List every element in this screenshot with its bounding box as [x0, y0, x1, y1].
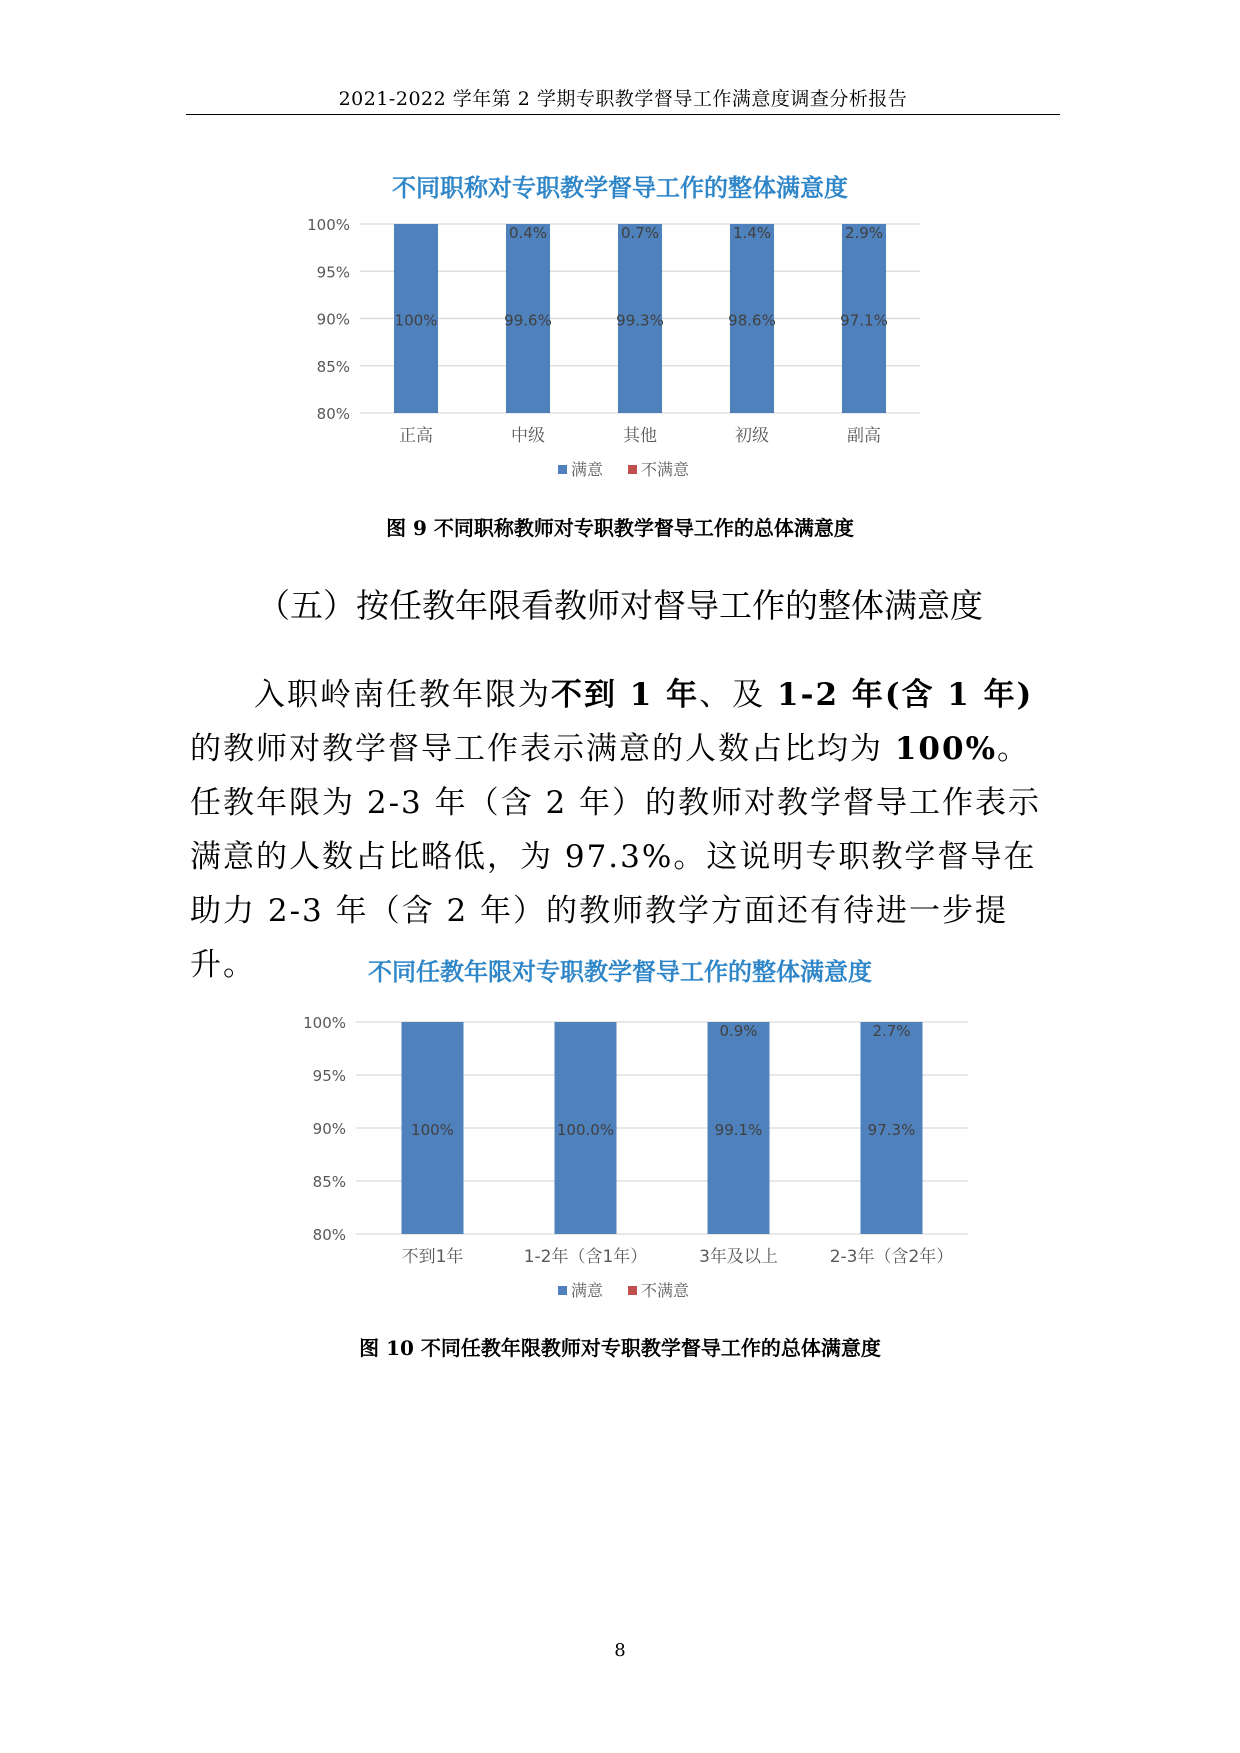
data-label: 100% — [411, 1121, 454, 1139]
y-tick-label: 100% — [303, 1014, 346, 1032]
data-label: 0.9% — [719, 1022, 758, 1040]
data-label: 98.6% — [728, 311, 776, 330]
header-rule — [186, 114, 1060, 115]
data-label: 100.0% — [556, 1121, 615, 1139]
x-tick-label: 不到1年 — [401, 1247, 464, 1267]
chart1 — [0, 200, 1240, 520]
y-tick-label: 95% — [312, 1067, 346, 1085]
legend-label: 满意 — [571, 460, 604, 479]
x-tick-label: 副高 — [847, 426, 881, 446]
chart1-title: 不同职称对专职教学督导工作的整体满意度 — [392, 174, 848, 202]
page-number: 8 — [614, 1640, 626, 1661]
paragraph-run: 。任教年限为 2-3 年（含 2 年）的教师对教学督导工作表示满意的人数占比略低，为 97.3%。这说明专职教学督导在助力 2-3 年（含 2 年）的教师教学方面还有待进一步提升。 — [190, 731, 1042, 983]
x-tick-label: 初级 — [735, 426, 769, 446]
paragraph-bold-run: 1-2 年(含 1 年) — [777, 677, 1034, 713]
figure10-caption: 图 10 不同任教年限教师对专职教学督导工作的总体满意度 — [359, 1336, 881, 1360]
y-tick-label: 85% — [312, 1173, 346, 1191]
data-label: 2.9% — [844, 224, 884, 242]
page-header: 2021-2022 学年第 2 学期专职教学督导工作满意度调查分析报告 — [338, 88, 908, 110]
paragraph-text — [190, 668, 1060, 992]
data-label: 1.4% — [732, 224, 772, 242]
x-tick-label: 其他 — [623, 426, 657, 446]
y-tick-label: 95% — [316, 263, 350, 282]
data-label: 99.1% — [714, 1121, 763, 1139]
data-label: 97.3% — [867, 1121, 916, 1139]
legend-label: 不满意 — [641, 1281, 690, 1300]
chart2-title: 不同任教年限对专职教学督导工作的整体满意度 — [368, 958, 872, 986]
y-tick-label: 80% — [312, 1226, 346, 1244]
paragraph-run: 的教师对教学督导工作表示满意的人数占比均为 — [190, 731, 895, 767]
x-tick-label: 1-2年（含1年） — [523, 1247, 648, 1267]
legend-swatch-unsatisfied — [628, 1286, 637, 1295]
paragraph-run: 、及 — [699, 677, 778, 713]
y-tick-label: 85% — [316, 357, 350, 376]
paragraph-bold-run: 不到 1 年 — [551, 677, 700, 713]
legend-label: 不满意 — [641, 460, 690, 479]
legend-label: 满意 — [571, 1281, 604, 1300]
data-label: 99.3% — [616, 311, 664, 330]
data-label: 100% — [394, 311, 438, 330]
legend-swatch-satisfied — [558, 1286, 567, 1295]
data-label: 99.6% — [504, 311, 552, 330]
y-tick-label: 80% — [316, 405, 350, 423]
chart2 — [0, 1000, 1240, 1320]
y-tick-label: 100% — [307, 216, 350, 234]
y-tick-label: 90% — [312, 1120, 346, 1138]
figure9-caption: 图 9 不同职称教师对专职教学督导工作的总体满意度 — [386, 516, 854, 540]
x-tick-label: 2-3年（含2年） — [829, 1247, 954, 1267]
y-tick-label: 90% — [316, 310, 350, 329]
data-label: 97.1% — [840, 311, 888, 330]
paragraph-bold-run: 100% — [894, 731, 998, 767]
data-label: 2.7% — [872, 1022, 911, 1040]
section-heading: （五）按任教年限看教师对督导工作的整体满意度 — [257, 586, 983, 625]
x-tick-label: 正高 — [399, 426, 433, 446]
paragraph-run: 入职岭南任教年限为 — [254, 677, 551, 713]
x-tick-label: 中级 — [511, 426, 545, 446]
data-label: 0.7% — [620, 224, 660, 242]
x-tick-label: 3年及以上 — [699, 1247, 778, 1267]
legend-swatch-satisfied — [558, 465, 567, 474]
body-paragraph — [190, 668, 1060, 992]
data-label: 0.4% — [508, 224, 548, 242]
legend-swatch-unsatisfied — [628, 465, 637, 474]
